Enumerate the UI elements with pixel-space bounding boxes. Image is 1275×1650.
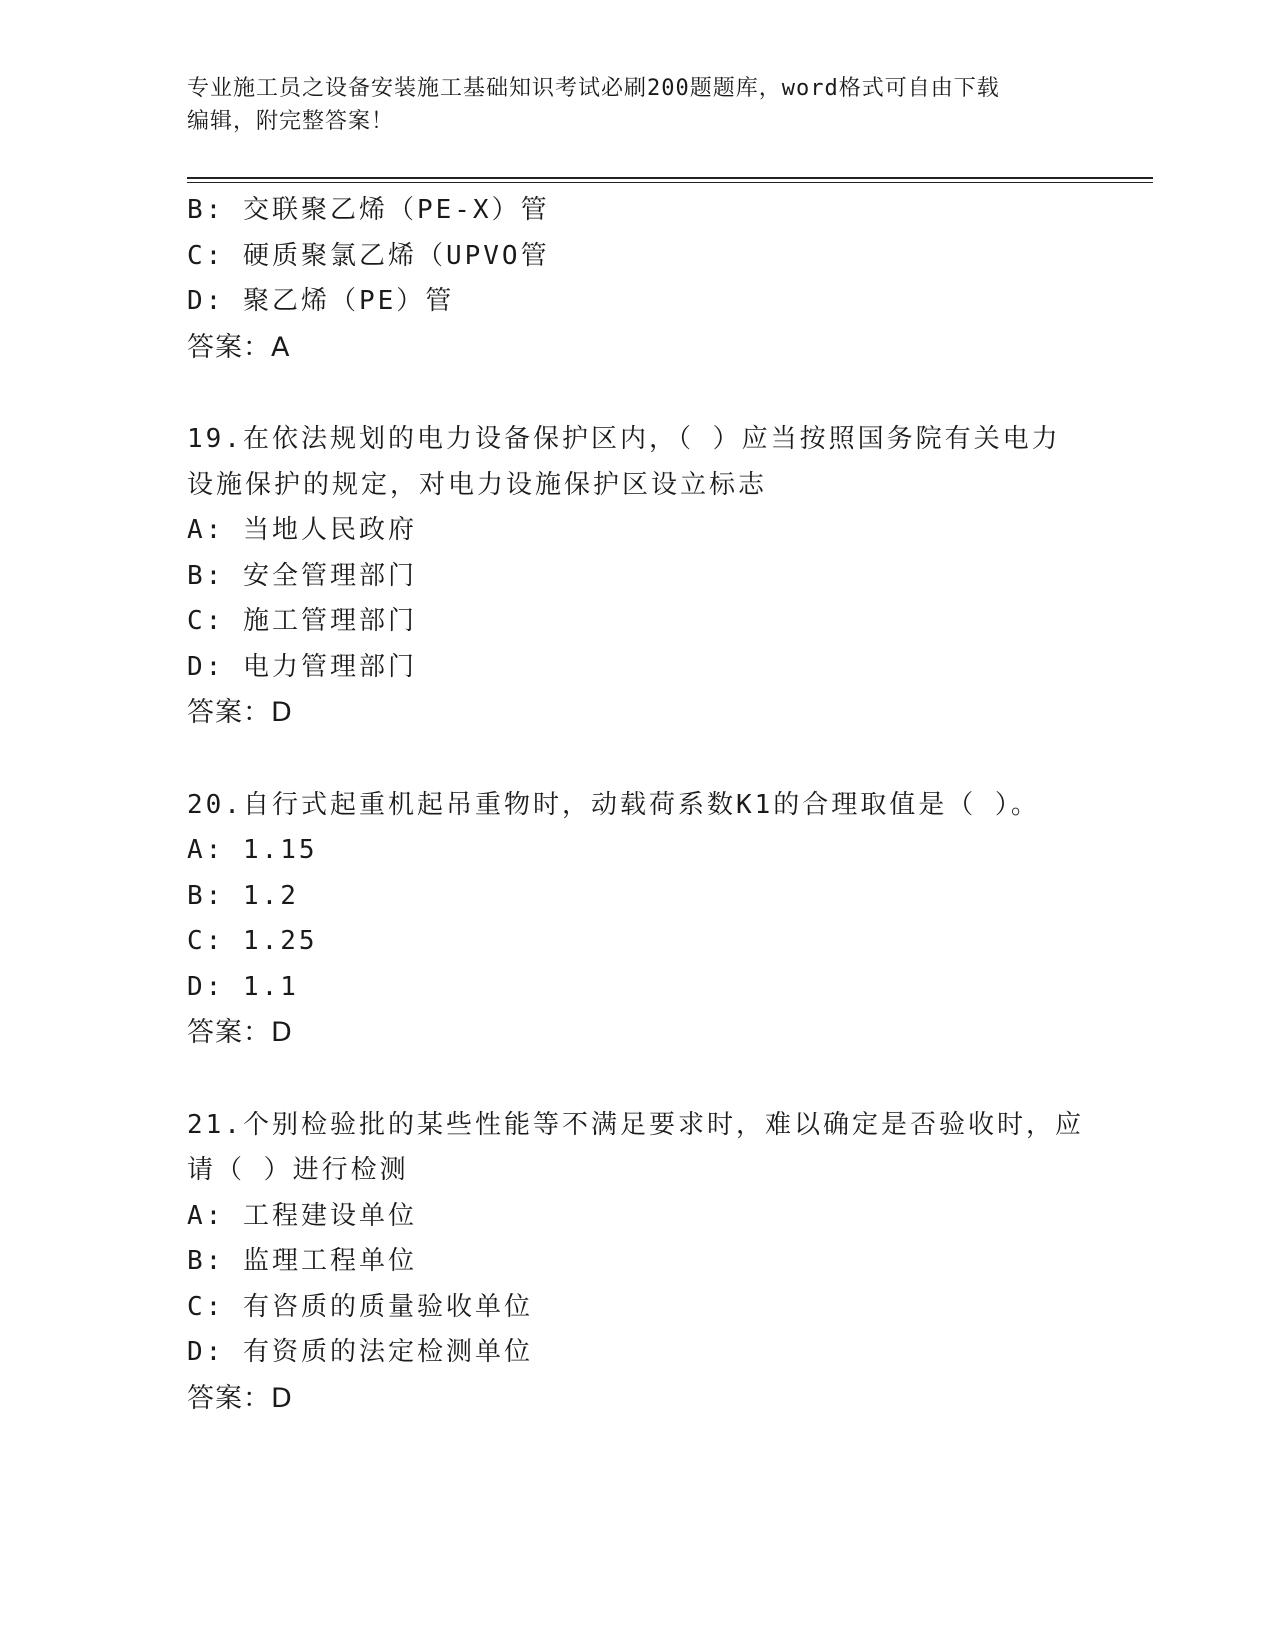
header-divider-thin: [187, 182, 1153, 183]
header-title-line-1: 专业施工员之设备安装施工基础知识考试必刷200题题库，word格式可自由下载: [187, 76, 1000, 101]
question-21: [187, 1103, 1087, 1422]
question-spacer: [187, 370, 1087, 417]
question-stem-continued: 请（ ）进行检测: [187, 1155, 409, 1185]
option-a: A: 1.15: [187, 835, 318, 865]
option-c: C: 硬质聚氯乙烯（UPVO管: [187, 240, 550, 271]
question-19: [187, 417, 1087, 736]
option-d: D: 聚乙烯（PE）管: [187, 286, 455, 316]
option-b: B: 交联聚乙烯（PE-X）管: [187, 195, 550, 225]
option-b: B: 1.2: [187, 880, 299, 911]
option-b: B: 监理工程单位: [187, 1246, 417, 1276]
option-a: A: 工程建设单位: [187, 1200, 417, 1231]
option-c: C: 有咨质的质量验收单位: [187, 1291, 533, 1322]
option-a: A: 当地人民政府: [187, 515, 417, 545]
option-c: C: 1.25: [187, 926, 318, 956]
option-b: B: 安全管理部门: [187, 560, 417, 591]
question-stem: 21.个别检验批的某些性能等不满足要求时，难以确定是否验收时，应: [187, 1109, 1084, 1140]
question-stem: 19.在依法规划的电力设备保护区内，（ ）应当按照国务院有关电力: [187, 424, 1061, 454]
answer-line: 答案：D: [187, 1017, 293, 1048]
question-list: [187, 188, 1087, 1421]
header-title-line-2: 编辑，附完整答案！: [187, 109, 395, 134]
question-stem: 20.自行式起重机起吊重物时，动载荷系数K1的合理取值是（ ）。: [187, 789, 1040, 820]
question-stem-continued: 设施保护的规定，对电力设施保护区设立标志: [187, 469, 768, 500]
answer-line: 答案：A: [187, 331, 291, 363]
question-spacer: [187, 736, 1087, 783]
question-spacer: [187, 1056, 1087, 1103]
answer-line: 答案：D: [187, 1382, 293, 1414]
option-d: D: 有资质的法定检测单位: [187, 1337, 533, 1367]
option-d: D: 电力管理部门: [187, 651, 417, 682]
question-18-continued: [187, 188, 1087, 370]
answer-line: 答案：D: [187, 697, 293, 728]
option-d: D: 1.1: [187, 971, 299, 1002]
header-divider: [187, 177, 1153, 179]
document-header: [187, 72, 1087, 138]
option-c: C: 施工管理部门: [187, 606, 417, 636]
question-20: [187, 783, 1087, 1056]
